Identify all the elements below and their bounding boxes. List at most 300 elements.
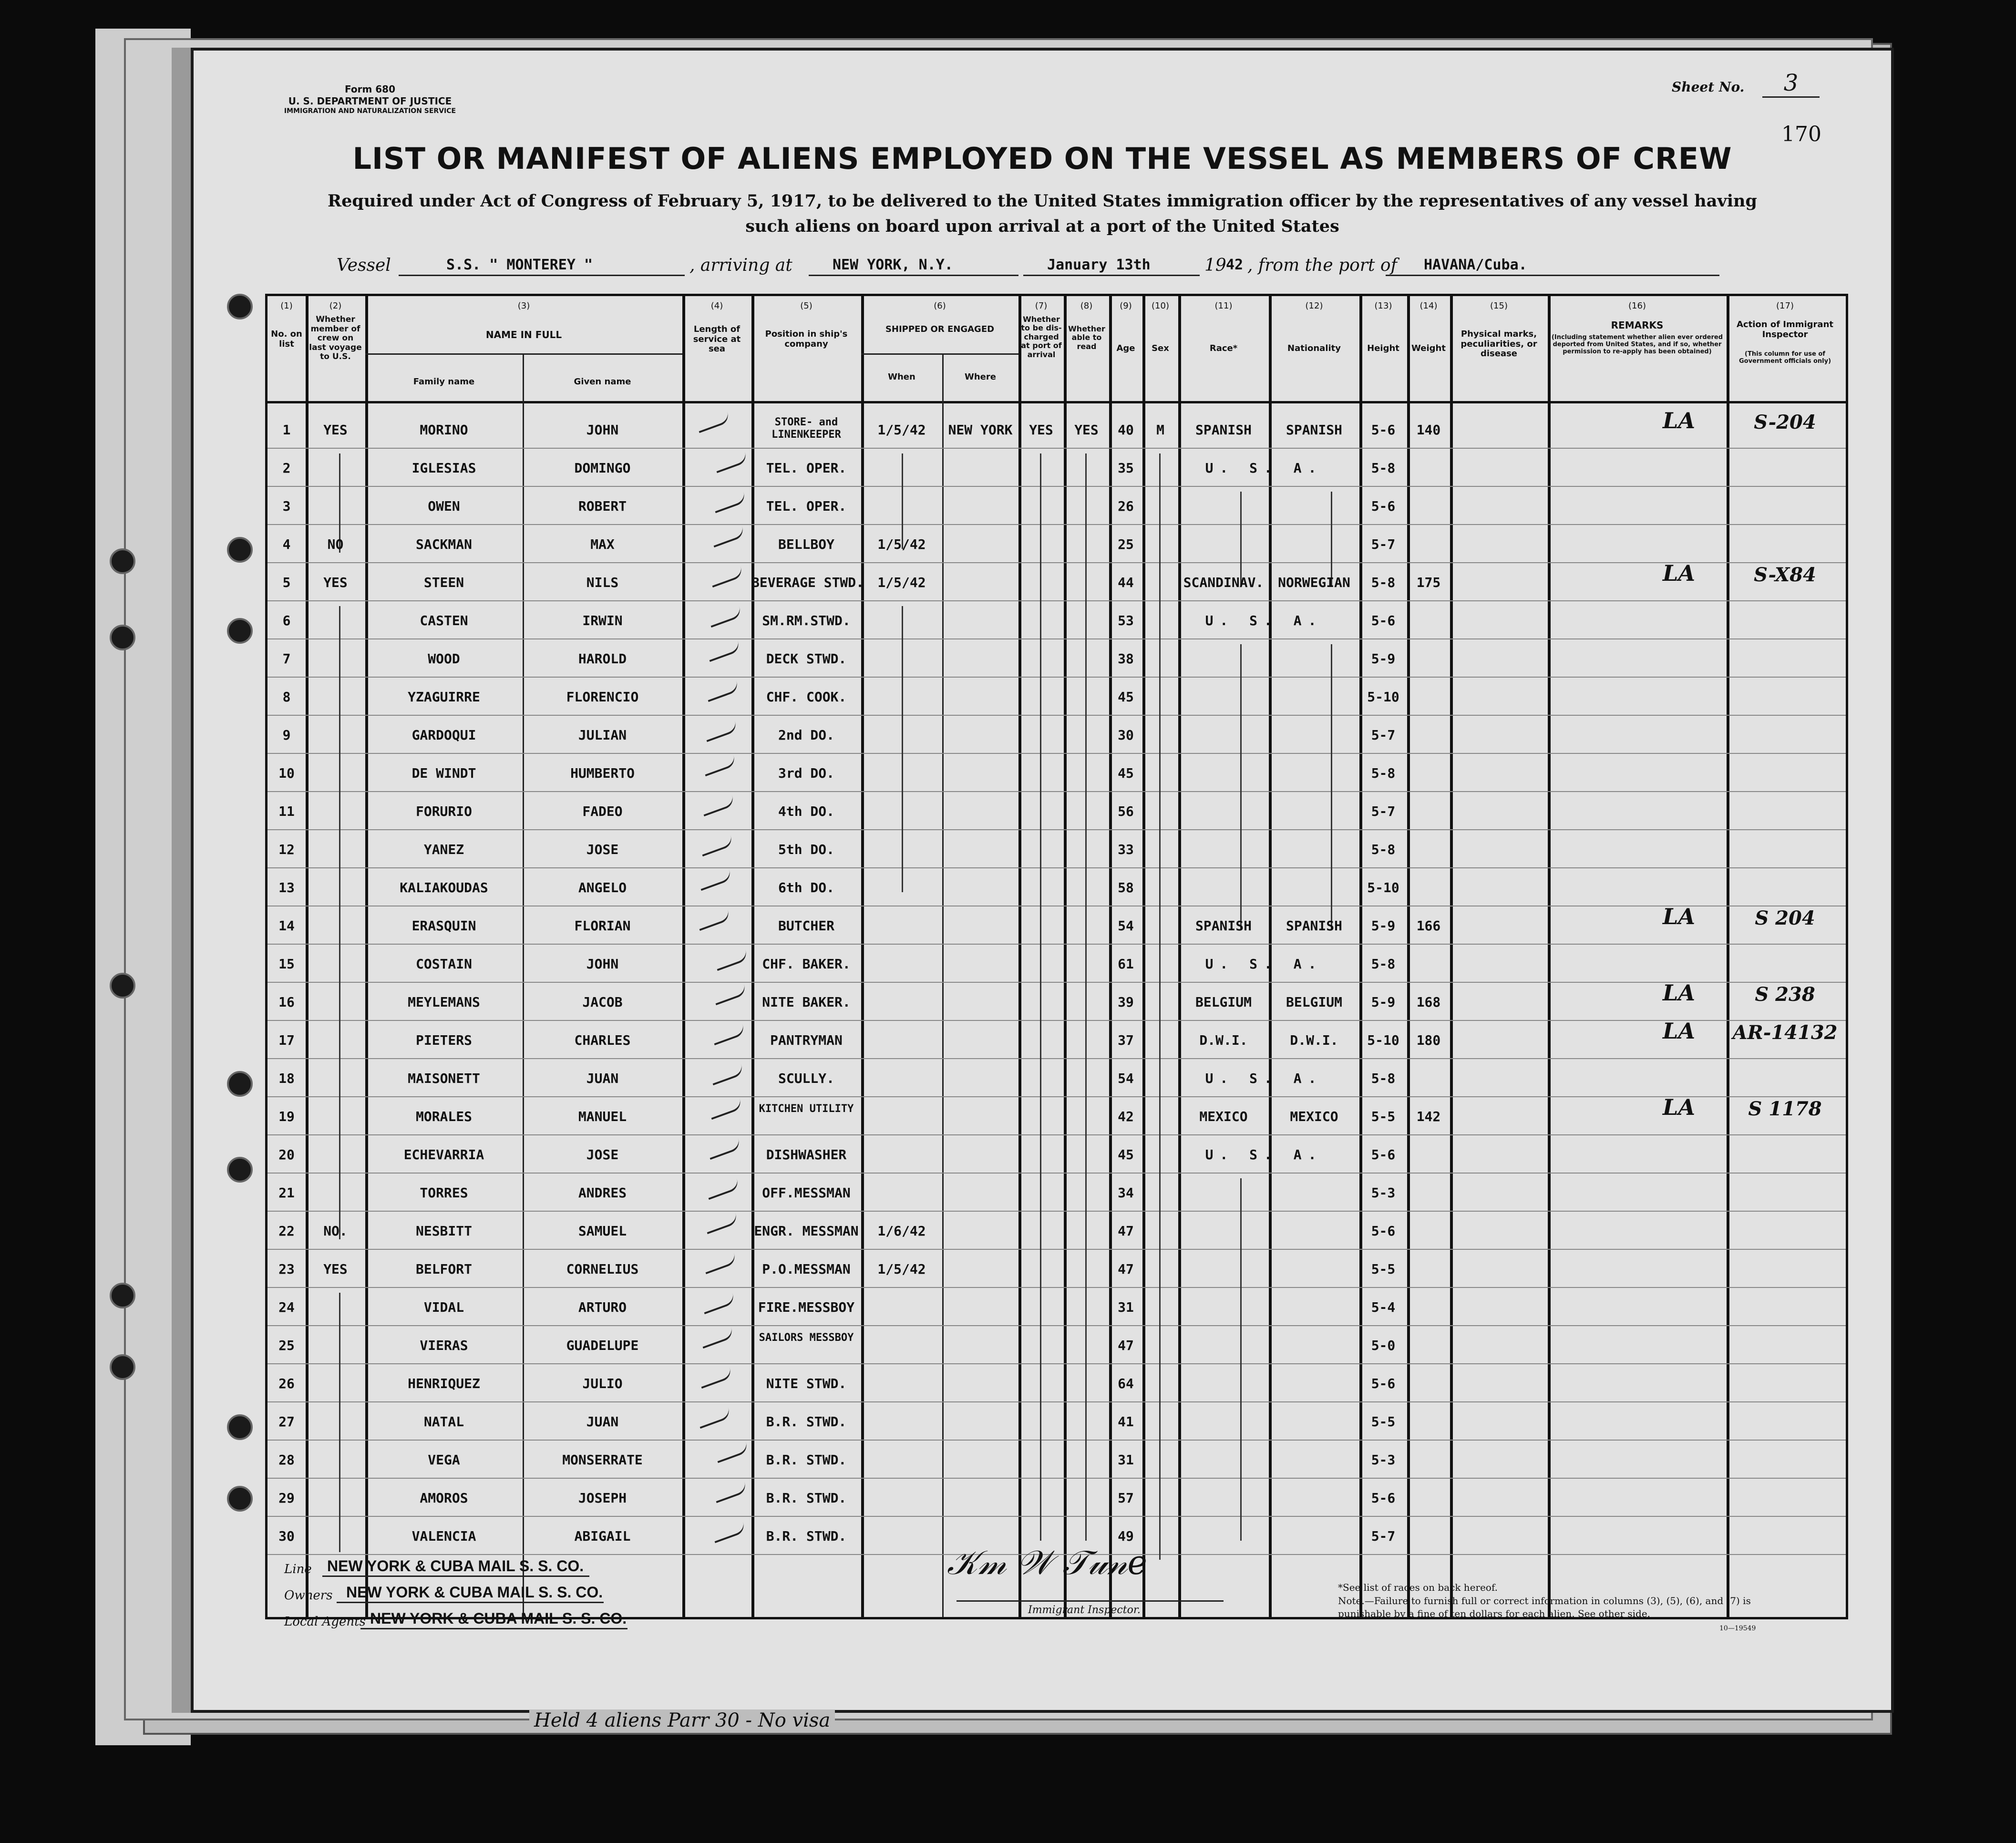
- service-check-mark: [705, 681, 740, 702]
- subheader-divider: [365, 353, 682, 355]
- table-row: [267, 1018, 1846, 1059]
- race: SPANISH: [1195, 918, 1252, 934]
- table-row: [267, 487, 1846, 525]
- last-voyage: YES: [323, 575, 348, 590]
- header-discharged: Whether to be dis-charged at port of arrival: [1021, 315, 1062, 359]
- subheader-divider: [861, 353, 1018, 355]
- position: BELLBOY: [778, 536, 834, 552]
- header-position: Position in ship's company: [765, 329, 848, 349]
- table-row: [267, 945, 1846, 983]
- service-check-mark: [710, 526, 745, 548]
- height: 5-9: [1371, 651, 1396, 667]
- position: TEL. OPER.: [766, 460, 847, 476]
- column-number: (6): [934, 301, 946, 311]
- sex: M: [1156, 422, 1164, 438]
- height: 5-8: [1371, 842, 1396, 857]
- height: 5-9: [1371, 918, 1396, 934]
- table-row: [267, 408, 1846, 449]
- age: 54: [1118, 918, 1134, 934]
- age: 47: [1118, 1338, 1134, 1353]
- family-name: SACKMAN: [415, 536, 472, 552]
- column-number: (11): [1214, 301, 1233, 311]
- family-name: TORRES: [420, 1185, 468, 1201]
- age: 45: [1118, 689, 1134, 705]
- family-name: NATAL: [423, 1414, 464, 1430]
- shipped-when: 1/5/42: [877, 422, 926, 438]
- service-check-mark: [704, 1213, 739, 1235]
- remark: LA: [1662, 408, 1696, 433]
- given-name: GUADELUPE: [566, 1338, 639, 1353]
- height: 5-0: [1371, 1338, 1396, 1353]
- table-row: [267, 906, 1846, 945]
- shipped-where: NEW YORK: [948, 422, 1013, 438]
- age: 45: [1118, 1147, 1134, 1163]
- weight: 175: [1416, 575, 1441, 590]
- height: 5-6: [1371, 613, 1396, 628]
- page-subtitle: Required under Act of Congress of February 5, 1917, to be delivered to the United States immigration officer by the representatives of any vessel having such aliens on board upon arrival at a port of the United States: [328, 191, 1757, 236]
- binder-hole: [110, 973, 135, 999]
- manifest-page: [191, 48, 1894, 1713]
- position: DECK STWD.: [766, 651, 847, 667]
- agents-label: Local Agents: [284, 1615, 366, 1629]
- vessel-name: S.S. " MONTEREY ": [446, 257, 593, 273]
- line-label: Line: [284, 1562, 312, 1576]
- page-hole: [227, 1414, 253, 1440]
- able-to-read: YES: [1074, 422, 1099, 438]
- weight: 166: [1416, 918, 1441, 934]
- service-check-mark: [699, 835, 734, 857]
- row-number: 27: [278, 1414, 295, 1430]
- family-name: YANEZ: [423, 842, 464, 857]
- age: 61: [1118, 956, 1134, 972]
- column-number: (17): [1776, 301, 1794, 311]
- height: 5-8: [1371, 575, 1396, 590]
- service-check-mark: [697, 1408, 731, 1429]
- position: SAILORS MESSBOY: [759, 1332, 854, 1344]
- height: 5-3: [1371, 1185, 1396, 1201]
- race: BELGIUM: [1195, 994, 1252, 1010]
- given-name: JOSEPH: [578, 1490, 627, 1506]
- departure-port: HAVANA/Cuba.: [1424, 257, 1527, 273]
- last-voyage: YES: [323, 422, 348, 438]
- column-number: (14): [1419, 301, 1438, 311]
- table-row: [267, 716, 1846, 754]
- family-name: IGLESIAS: [411, 460, 476, 476]
- family-name: ERASQUIN: [411, 918, 476, 934]
- inspector-action: S-204: [1754, 411, 1816, 433]
- sheet-number: 3: [1762, 70, 1820, 98]
- column-number: (1): [280, 301, 293, 311]
- row-number: 22: [278, 1223, 295, 1239]
- department: U. S. DEPARTMENT OF JUSTICE: [288, 95, 452, 107]
- height: 5-5: [1371, 1414, 1396, 1430]
- row-number: 10: [278, 765, 295, 781]
- header-action-sub: (This column for use of Government officials only): [1738, 350, 1831, 365]
- height: 5-6: [1371, 1223, 1396, 1239]
- row-number: 2: [282, 460, 291, 476]
- family-name: VEGA: [428, 1452, 460, 1468]
- remark: LA: [1662, 560, 1696, 586]
- service-check-mark: [712, 984, 747, 1006]
- table-row: [267, 754, 1846, 792]
- height: 5-6: [1371, 1147, 1396, 1163]
- page-hole: [227, 294, 253, 319]
- inspector-action: S-X84: [1754, 564, 1816, 586]
- age: 39: [1118, 994, 1134, 1010]
- height: 5-3: [1371, 1452, 1396, 1468]
- column-number: (16): [1628, 301, 1646, 311]
- nationality: BELGIUM: [1286, 994, 1342, 1010]
- header-name: NAME IN FULL: [485, 329, 562, 340]
- remark: LA: [1662, 1018, 1696, 1044]
- age: 44: [1118, 575, 1134, 590]
- position: SCULLY.: [778, 1071, 834, 1086]
- height: 5-7: [1371, 1528, 1396, 1544]
- binder-hole: [110, 1283, 135, 1308]
- family-name: NESBITT: [415, 1223, 472, 1239]
- family-name: WOOD: [428, 651, 460, 667]
- service-check-mark: [711, 1522, 746, 1544]
- given-name: MAX: [590, 536, 615, 552]
- height: 5-6: [1371, 1376, 1396, 1391]
- service-check-mark: [696, 910, 731, 931]
- nationality: D.W.I.: [1290, 1032, 1338, 1048]
- service: IMMIGRATION AND NATURALIZATION SERVICE: [284, 107, 456, 115]
- family-name: PIETERS: [415, 1032, 472, 1048]
- row-number: 29: [278, 1490, 295, 1506]
- inspector-action: S 204: [1755, 907, 1815, 929]
- position: DISHWASHER: [766, 1147, 847, 1163]
- shipped-when: 1/5/42: [877, 575, 926, 590]
- family-name: FORURIO: [415, 803, 472, 819]
- row-number: 7: [282, 651, 291, 667]
- crew-manifest-table: [265, 294, 1848, 1619]
- race: MEXICO: [1199, 1109, 1248, 1124]
- family-name: BELFORT: [415, 1261, 472, 1277]
- age: 49: [1118, 1528, 1134, 1544]
- age: 45: [1118, 765, 1134, 781]
- family-name: COSTAIN: [415, 956, 472, 972]
- given-name: ARTURO: [578, 1299, 627, 1315]
- header-action: Action of Immigrant Inspector: [1737, 319, 1833, 340]
- page-hole: [227, 1071, 253, 1097]
- given-name: MONSERRATE: [562, 1452, 643, 1468]
- given-name: JOSE: [586, 1147, 619, 1163]
- race: SCANDINAV.: [1183, 575, 1264, 590]
- family-name: HENRIQUEZ: [408, 1376, 480, 1391]
- height: 5-8: [1371, 956, 1396, 972]
- age: 26: [1118, 498, 1134, 514]
- family-name: MAISONETT: [408, 1071, 480, 1086]
- position: TEL. OPER.: [766, 498, 847, 514]
- given-name: JOHN: [586, 422, 619, 438]
- column-number: (12): [1305, 301, 1323, 311]
- age: 41: [1118, 1414, 1134, 1430]
- discharged: YES: [1029, 422, 1053, 438]
- family-name: VALENCIA: [411, 1528, 476, 1544]
- row-number: 5: [282, 575, 291, 590]
- service-check-mark: [705, 1179, 740, 1200]
- arriving-label: , arriving at: [689, 256, 792, 275]
- height: 5-4: [1371, 1299, 1396, 1315]
- row-number: 12: [278, 842, 295, 857]
- race: SPANISH: [1195, 422, 1252, 438]
- height: 5-7: [1371, 803, 1396, 819]
- row-number: 6: [282, 613, 291, 628]
- family-name: OWEN: [428, 498, 460, 514]
- height: 5-10: [1367, 1032, 1399, 1048]
- given-name: ABIGAIL: [574, 1528, 631, 1544]
- nationality: NORWEGIAN: [1278, 575, 1350, 590]
- given-name: HAROLD: [578, 651, 627, 667]
- position: 5th DO.: [778, 842, 834, 857]
- given-name: DOMINGO: [574, 460, 631, 476]
- fine-note: Note.—Failure to furnish full or correct information in columns (3), (5), (6), and (7) is punishable by a fine of ten dollars for each alien. See other side.: [1338, 1595, 1751, 1619]
- service-check-mark: [703, 721, 738, 742]
- row-number: 16: [278, 994, 295, 1010]
- row-number: 17: [278, 1032, 295, 1048]
- position: PANTRYMAN: [770, 1032, 843, 1048]
- inspector-action: S 1178: [1748, 1098, 1822, 1120]
- family-name: DE WINDT: [411, 765, 476, 781]
- vessel-line: [194, 251, 1891, 279]
- service-check-mark: [709, 566, 744, 588]
- bottom-handwritten-note: Held 4 aliens Parr 30 - No visa: [529, 1709, 835, 1731]
- given-name: ROBERT: [578, 498, 627, 514]
- table-row: [267, 1402, 1846, 1441]
- age: 54: [1118, 1071, 1134, 1086]
- print-code: 10—19549: [1719, 1625, 1756, 1632]
- given-name: JOSE: [586, 842, 619, 857]
- age: 47: [1118, 1223, 1134, 1239]
- position: NITE BAKER.: [762, 994, 851, 1010]
- position: OFF.MESSMAN: [762, 1185, 851, 1201]
- row-number: 4: [282, 536, 291, 552]
- shipped-when: 1/5/42: [877, 1261, 926, 1277]
- age: 30: [1118, 727, 1134, 743]
- header-shipped: SHIPPED OR ENGAGED: [885, 324, 995, 334]
- table-row: [267, 980, 1846, 1021]
- service-check-mark: [698, 870, 732, 891]
- position: ENGR. MESSMAN: [754, 1223, 859, 1239]
- row-number: 20: [278, 1147, 295, 1163]
- race: U. S. A.: [1205, 460, 1323, 476]
- service-check-mark: [713, 1482, 748, 1503]
- family-name: MORALES: [415, 1109, 472, 1124]
- row-number: 24: [278, 1299, 295, 1315]
- column-number: (15): [1490, 301, 1508, 311]
- service-check-mark: [698, 1368, 733, 1389]
- height: 5-5: [1371, 1109, 1396, 1124]
- table-row: [267, 678, 1846, 716]
- age: 47: [1118, 1261, 1134, 1277]
- position: B.R. STWD.: [766, 1490, 847, 1506]
- column-number: (2): [329, 301, 342, 311]
- service-check-mark: [696, 412, 730, 433]
- service-check-mark: [708, 607, 742, 628]
- height: 5-10: [1367, 880, 1399, 896]
- nationality: MEXICO: [1290, 1109, 1338, 1124]
- height: 5-7: [1371, 727, 1396, 743]
- table-row: [267, 560, 1846, 601]
- table-row: [267, 639, 1846, 678]
- position: 6th DO.: [778, 880, 834, 896]
- table-row: [267, 1441, 1846, 1479]
- column-number: (9): [1120, 301, 1132, 311]
- age: 31: [1118, 1452, 1134, 1468]
- column-number: (7): [1035, 301, 1048, 311]
- service-check-mark: [699, 1328, 734, 1349]
- weight: 142: [1416, 1109, 1441, 1124]
- last-voyage: NO.: [323, 1223, 348, 1239]
- position: NITE STWD.: [766, 1376, 847, 1391]
- age: 56: [1118, 803, 1134, 819]
- position: SM.RM.STWD.: [762, 613, 851, 628]
- family-name: GARDOQUI: [411, 727, 476, 743]
- page-title: LIST OR MANIFEST OF ALIENS EMPLOYED ON THE VESSEL AS MEMBERS OF CREW: [352, 141, 1732, 176]
- race: D.W.I.: [1199, 1032, 1248, 1048]
- age: 40: [1118, 422, 1134, 438]
- arrival-year: 42: [1226, 257, 1244, 273]
- row-number: 28: [278, 1452, 295, 1468]
- service-check-mark: [701, 1293, 736, 1315]
- form-number: Form 680: [344, 83, 395, 95]
- header-remarks-sub: (Including statement whether alien ever ordered deported from United States, and if so, whether permission to re-apply has been obtained): [1551, 334, 1723, 355]
- header-height: Height: [1367, 343, 1399, 353]
- age: 37: [1118, 1032, 1134, 1048]
- header-where: Where: [965, 372, 996, 382]
- inspector-label: Immigrant Inspector.: [1028, 1604, 1141, 1616]
- position: B.R. STWD.: [766, 1528, 847, 1544]
- column-number: (4): [710, 301, 723, 311]
- table-row: [267, 1212, 1846, 1250]
- column-number: (5): [800, 301, 813, 311]
- given-name: JUAN: [586, 1414, 619, 1430]
- table-row: [267, 449, 1846, 487]
- race: U. S. A.: [1205, 1071, 1323, 1086]
- age: 58: [1118, 880, 1134, 896]
- race: U. S. A.: [1205, 613, 1323, 628]
- row-number: 25: [278, 1338, 295, 1353]
- page-hole: [227, 537, 253, 563]
- table-row: [267, 601, 1846, 639]
- table-row: [267, 1059, 1846, 1097]
- position: BUTCHER: [778, 918, 834, 934]
- column-number: (8): [1080, 301, 1093, 311]
- table-row: [267, 1250, 1846, 1288]
- from-label: , from the port of: [1247, 256, 1397, 275]
- header-last-voyage: Whether member of crew on last voyage to U.S.: [309, 315, 362, 362]
- header-nationality: Nationality: [1287, 343, 1341, 353]
- table-row: [267, 1326, 1846, 1364]
- family-name: MEYLEMANS: [408, 994, 480, 1010]
- position: B.R. STWD.: [766, 1452, 847, 1468]
- family-name: YZAGUIRRE: [408, 689, 480, 705]
- vessel-label: Vessel: [337, 256, 391, 275]
- race: U. S. A.: [1205, 1147, 1323, 1163]
- nationality: SPANISH: [1286, 918, 1342, 934]
- height: 5-5: [1371, 1261, 1396, 1277]
- table-row: [267, 1364, 1846, 1402]
- family-name: AMOROS: [420, 1490, 468, 1506]
- row-number: 15: [278, 956, 295, 972]
- table-row: [267, 1174, 1846, 1212]
- service-check-mark: [711, 1024, 746, 1046]
- remark: LA: [1662, 980, 1696, 1006]
- family-name: KALIAKOUDAS: [400, 880, 488, 896]
- age: 64: [1118, 1376, 1134, 1391]
- table-row: [267, 1288, 1846, 1326]
- given-name: FLORIAN: [574, 918, 631, 934]
- inspector-action: AR-14132: [1732, 1021, 1838, 1044]
- service-check-mark: [712, 492, 747, 514]
- row-number: 30: [278, 1528, 295, 1544]
- age: 35: [1118, 460, 1134, 476]
- table-row: [267, 868, 1846, 906]
- position: P.O.MESSMAN: [762, 1261, 851, 1277]
- height: 5-8: [1371, 1071, 1396, 1086]
- height: 5-8: [1371, 765, 1396, 781]
- page-hole: [227, 1157, 253, 1183]
- header-length: Length of service at sea: [693, 324, 741, 354]
- position: STORE- and LINENKEEPER: [771, 416, 841, 441]
- position: FIRE.MESSBOY: [758, 1299, 855, 1315]
- position: B.R. STWD.: [766, 1414, 847, 1430]
- service-check-mark: [710, 1064, 744, 1086]
- row-number: 13: [278, 880, 295, 896]
- service-check-mark: [713, 452, 748, 474]
- row-number: 18: [278, 1071, 295, 1086]
- header-weight: Weight: [1411, 343, 1446, 353]
- service-check-mark: [702, 1253, 737, 1275]
- remark: LA: [1662, 904, 1696, 929]
- position: CHF. COOK.: [766, 689, 847, 705]
- given-name: IRWIN: [582, 613, 623, 628]
- height: 5-10: [1367, 689, 1399, 705]
- sheet-label: Sheet No.: [1672, 79, 1745, 95]
- header-family-name: Family name: [413, 377, 475, 387]
- age: 57: [1118, 1490, 1134, 1506]
- table-row: [267, 830, 1846, 868]
- service-check-mark: [706, 641, 741, 662]
- owners-label: Owners: [284, 1588, 333, 1603]
- row-number: 1: [282, 422, 291, 438]
- binder-hole: [110, 625, 135, 650]
- column-number: (13): [1374, 301, 1392, 311]
- given-name: FLORENCIO: [566, 689, 639, 705]
- arrival-date: January 13th: [1047, 257, 1151, 273]
- page-hole: [227, 618, 253, 644]
- header-race: Race*: [1209, 343, 1238, 353]
- arrival-port: NEW YORK, N.Y.: [833, 257, 953, 273]
- column-number: (3): [517, 301, 530, 311]
- given-name: JOHN: [586, 956, 619, 972]
- position: 2nd DO.: [778, 727, 834, 743]
- page-hole: [227, 1486, 253, 1512]
- page-number: 170: [1781, 122, 1821, 146]
- given-name: JULIO: [582, 1376, 623, 1391]
- row-number: 14: [278, 918, 295, 934]
- row-number: 3: [282, 498, 291, 514]
- given-name: MANUEL: [578, 1109, 627, 1124]
- last-voyage: YES: [323, 1261, 348, 1277]
- age: 25: [1118, 536, 1134, 552]
- header-physical: Physical marks, peculiarities, or disease: [1461, 329, 1537, 359]
- nationality: SPANISH: [1286, 422, 1342, 438]
- service-check-mark: [708, 1099, 743, 1120]
- given-name: FADEO: [582, 803, 623, 819]
- shipped-when: 1/5/42: [877, 536, 926, 552]
